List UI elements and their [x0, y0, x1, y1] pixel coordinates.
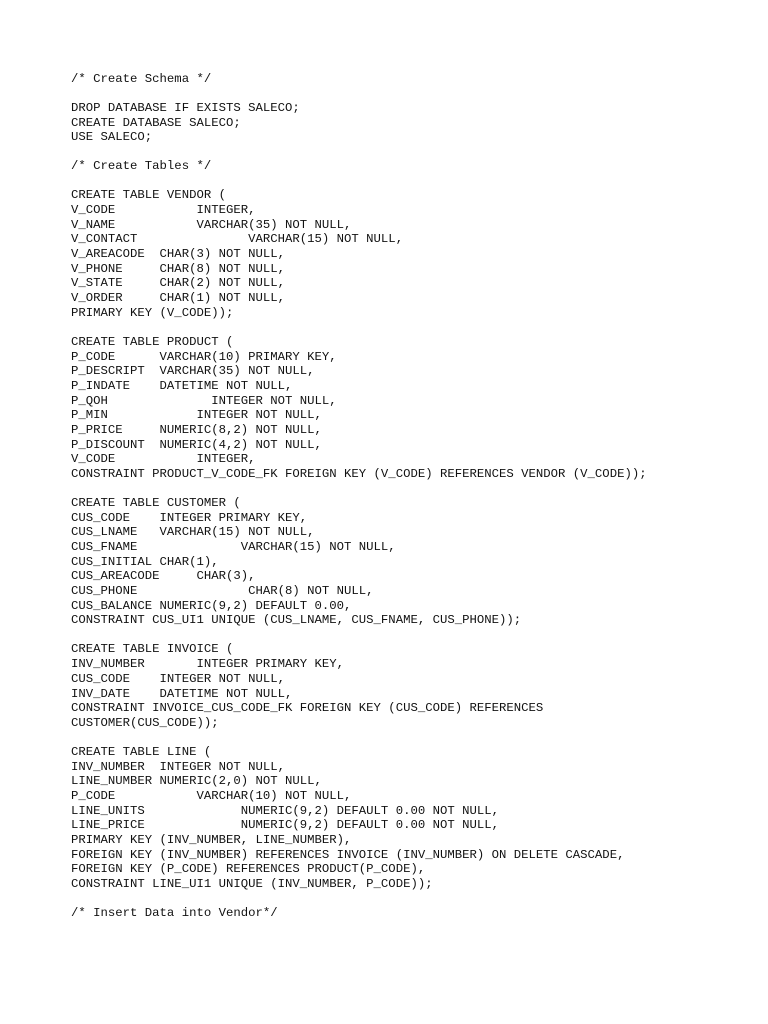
code-line: INV_NUMBER INTEGER PRIMARY KEY,: [71, 657, 345, 672]
code-line: V_NAME VARCHAR(35) NOT NULL,: [71, 217, 352, 232]
code-line: CUS_FNAME VARCHAR(15) NOT NULL,: [71, 540, 396, 555]
create-table-vendor: [71, 188, 751, 320]
create-table-invoice: [71, 642, 751, 730]
code-line: V_AREACODE CHAR(3) NOT NULL,: [71, 247, 286, 262]
blank-line: [71, 482, 751, 496]
blank-line: [71, 321, 751, 335]
code-line: CONSTRAINT INVOICE_CUS_CODE_FK FOREIGN KEY (CUS_CODE) REFERENCES: [71, 701, 544, 716]
comment-create-schema: [71, 72, 751, 87]
code-line: V_CONTACT VARCHAR(15) NOT NULL,: [71, 232, 404, 247]
code-line: P_MIN INTEGER NOT NULL,: [71, 408, 322, 423]
code-line: CREATE TABLE VENDOR (: [71, 188, 226, 203]
code-line: CUSTOMER(CUS_CODE));: [71, 715, 219, 730]
code-line: DROP DATABASE IF EXISTS SALECO;: [71, 100, 300, 115]
code-line: P_DESCRIPT VARCHAR(35) NOT NULL,: [71, 364, 315, 379]
code-line: CUS_CODE INTEGER NOT NULL,: [71, 671, 286, 686]
code-line: P_INDATE DATETIME NOT NULL,: [71, 378, 293, 393]
blank-line: [71, 731, 751, 745]
code-line: LINE_PRICE NUMERIC(9,2) DEFAULT 0.00 NOT NULL,: [71, 818, 500, 833]
code-line: CONSTRAINT CUS_UI1 UNIQUE (CUS_LNAME, CUS_FNAME, CUS_PHONE));: [71, 613, 522, 628]
code-line: CREATE TABLE INVOICE (: [71, 642, 234, 657]
document-page: [71, 72, 751, 921]
code-line: V_ORDER CHAR(1) NOT NULL,: [71, 291, 286, 306]
code-line: CONSTRAINT PRODUCT_V_CODE_FK FOREIGN KEY (V_CODE) REFERENCES VENDOR (V_CODE));: [71, 467, 647, 481]
code-line: /* Create Tables */: [71, 159, 212, 174]
create-table-customer: [71, 496, 751, 628]
code-line: V_CODE INTEGER,: [71, 452, 256, 467]
blank-line: [71, 145, 751, 159]
code-line: V_CODE INTEGER,: [71, 203, 256, 218]
code-line: CUS_INITIAL CHAR(1),: [71, 554, 219, 569]
code-line: CONSTRAINT LINE_UI1 UNIQUE (INV_NUMBER, P_CODE));: [71, 877, 433, 892]
code-line: CUS_LNAME VARCHAR(15) NOT NULL,: [71, 525, 315, 540]
code-line: FOREIGN KEY (INV_NUMBER) REFERENCES INVOICE (INV_NUMBER) ON DELETE CASCADE,: [71, 847, 625, 862]
code-line: INV_DATE DATETIME NOT NULL,: [71, 686, 293, 701]
code-line: CUS_AREACODE CHAR(3),: [71, 569, 256, 584]
code-line: PRIMARY KEY (INV_NUMBER, LINE_NUMBER),: [71, 833, 352, 848]
code-line: P_DISCOUNT NUMERIC(4,2) NOT NULL,: [71, 437, 322, 452]
code-line: LINE_UNITS NUMERIC(9,2) DEFAULT 0.00 NOT NULL,: [71, 803, 500, 818]
blank-line: [71, 892, 751, 906]
code-line: /* Create Schema */: [71, 72, 212, 86]
code-line: CREATE TABLE CUSTOMER (: [71, 495, 241, 510]
code-line: FOREIGN KEY (P_CODE) REFERENCES PRODUCT(P_CODE),: [71, 862, 426, 877]
code-line: V_STATE CHAR(2) NOT NULL,: [71, 276, 286, 291]
code-line: LINE_NUMBER NUMERIC(2,0) NOT NULL,: [71, 774, 322, 789]
code-line: USE SALECO;: [71, 130, 153, 145]
create-table-product: [71, 335, 751, 482]
code-line: CUS_CODE INTEGER PRIMARY KEY,: [71, 510, 308, 525]
blank-line: [71, 628, 751, 642]
code-line: CREATE TABLE LINE (: [71, 744, 212, 759]
blank-line: [71, 174, 751, 188]
code-line: INV_NUMBER INTEGER NOT NULL,: [71, 759, 286, 774]
create-table-line: [71, 745, 751, 892]
code-line: CREATE DATABASE SALECO;: [71, 115, 241, 130]
code-line: P_QOH INTEGER NOT NULL,: [71, 393, 337, 408]
schema-statements: [71, 101, 751, 145]
code-line: CUS_BALANCE NUMERIC(9,2) DEFAULT 0.00,: [71, 598, 352, 613]
comment-create-tables: [71, 159, 751, 174]
code-line: CUS_PHONE CHAR(8) NOT NULL,: [71, 584, 374, 599]
code-line: P_PRICE NUMERIC(8,2) NOT NULL,: [71, 422, 322, 437]
code-line: P_CODE VARCHAR(10) PRIMARY KEY,: [71, 349, 337, 364]
code-line: V_PHONE CHAR(8) NOT NULL,: [71, 261, 286, 276]
code-line: P_CODE VARCHAR(10) NOT NULL,: [71, 788, 352, 803]
code-line: /* Insert Data into Vendor*/: [71, 906, 278, 921]
code-line: CREATE TABLE PRODUCT (: [71, 334, 234, 349]
blank-line: [71, 87, 751, 101]
comment-insert-vendor: [71, 906, 751, 921]
code-line: PRIMARY KEY (V_CODE));: [71, 305, 234, 320]
